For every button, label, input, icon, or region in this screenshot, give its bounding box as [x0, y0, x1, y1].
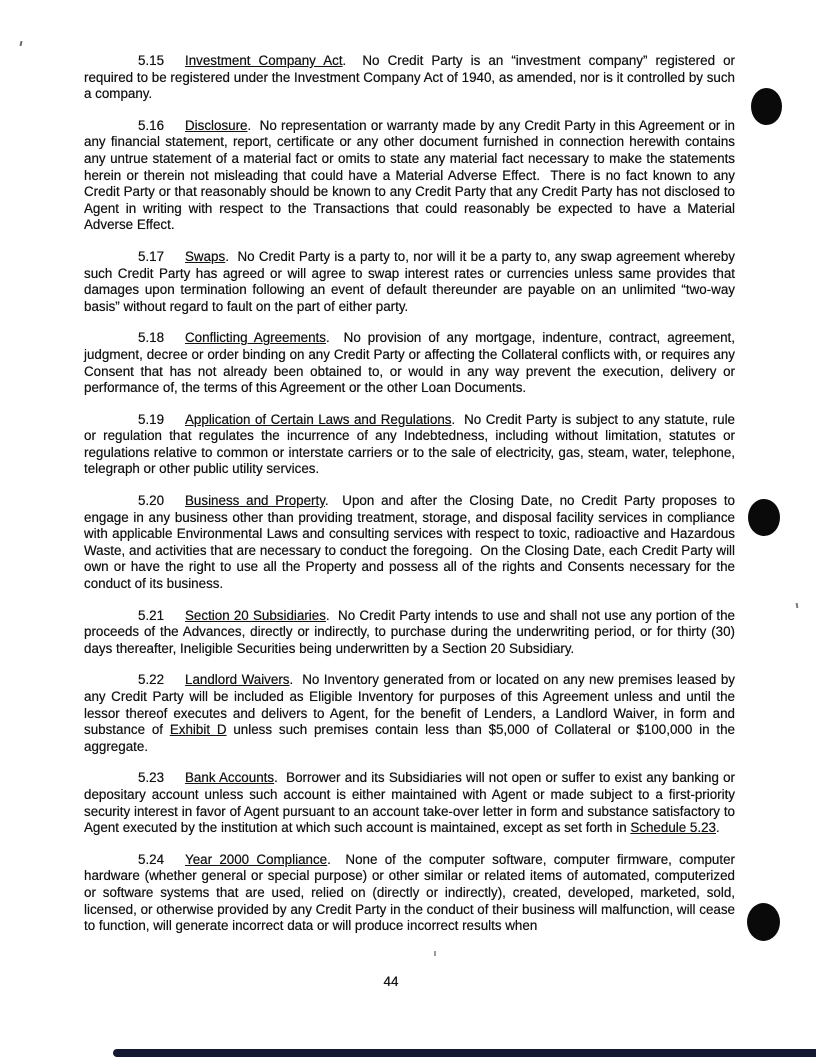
section-heading: Conflicting Agreements [185, 330, 326, 346]
section-heading: Investment Company Act [185, 53, 343, 68]
section-heading: Bank Accounts [185, 770, 275, 786]
section-text-run: . Upon and after the Closing Date, no Credit Party proposes to engage in any business other than providing treatment, storage, and disposal facility services in compliance with applicable Environmental Laws and consulting services with respect to toxic, radioactive and Hazardous Waste, and activities that are necessary to conduct the foregoing. On the Closing Date, each Credit Party will own or have the right to use all the Property and possess all of the rights and Consents necessary for the conduct of its business. [84, 493, 735, 592]
document-section [84, 412, 735, 478]
section-number: 5.23 [138, 770, 165, 786]
section-text-run: . No provision of any mortgage, indenture, contract, agreement, judgment, decree or order binding on any Credit Party or affecting the Collateral conflicts with, or requires any Consent that has not already been obtained to, or would in any way prevent the execution, delivery or performance of, the terms of this Agreement or the other Loan Documents. [84, 330, 735, 396]
section-number: 5.17 [138, 248, 165, 264]
document-section [84, 672, 735, 755]
section-number: 5.21 [138, 607, 165, 623]
section-number: 5.24 [138, 851, 165, 867]
hole-punch-dot [751, 88, 782, 125]
section-heading: Year 2000 Compliance [185, 851, 328, 867]
section-text [84, 118, 735, 233]
document-section [84, 330, 735, 396]
section-number: 5.16 [138, 117, 165, 133]
section-heading: Disclosure [185, 117, 248, 133]
section-heading: Landlord Waivers [185, 672, 290, 688]
section-number: 5.18 [138, 330, 165, 346]
document-body [84, 53, 735, 950]
document-section [84, 770, 735, 836]
scan-edge-bar [113, 1049, 816, 1057]
page-number: 44 [383, 974, 399, 989]
section-heading: Application of Certain Laws and Regulations [185, 411, 452, 427]
scan-speck [796, 603, 799, 608]
document-section [84, 608, 735, 658]
section-text-run: . Borrower and its Subsidiaries will not open or suffer to exist any banking or depositary account unless such account is either maintained with Agent or made subject to a first-priority security interest in favor of Agent pursuant to an account take-over letter in form and substance satisfactory to Agent executed by the institution at which such account is maintained, except as set forth in [84, 770, 735, 836]
document-section [84, 493, 735, 593]
section-text-run: . No Credit Party intends to use and shall not use any portion of the proceeds of the Advances, directly or indirectly, to purchase during the underwriting period, or for thirty (30) days thereafter, Ineligible Securities being underwritten by a Section 20 Subsidiary. [84, 607, 735, 656]
section-text-run: . No Credit Party is an “investment company” registered or required to be registered under the Investment Company Act of 1940, as amended, nor is it controlled by such a company. [84, 53, 735, 102]
document-section [84, 852, 735, 935]
section-number: 5.22 [138, 672, 165, 688]
section-number: 5.20 [138, 493, 165, 509]
hole-punch-dot [748, 499, 780, 536]
document-section [84, 249, 735, 315]
section-heading: Swaps [185, 248, 226, 264]
scan-speck [20, 41, 23, 46]
section-text-run: . No representation or warranty made by any Credit Party in this Agreement or in any financial statement, report, certificate or any other document furnished in connection herewith contains any untrue statement of a material fact or omits to state any material fact necessary to make the statements herein or therein not misleading that could have a Material Adverse Effect. There is no fact known to any Credit Party or that reasonably should be known to any Credit Party that any Credit Party has not disclosed to Agent in writing with respect to the Transactions that could reasonably be expected to have a Material Adverse Effect. [84, 117, 735, 233]
section-number: 5.15 [138, 53, 165, 68]
cross-reference: Schedule 5.23 [630, 820, 716, 836]
section-heading: Business and Property [185, 493, 325, 509]
section-text-run: . None of the computer software, computer firmware, computer hardware (whether general or special purpose) or other similar or related items of automated, computerized or software systems that are used, relied on (directly or indirectly), created, developed, marketed, sold, licensed, or otherwise provided by any Credit Party in the conduct of their business will malfunction, will cease to function, will generate incorrect data or will produce incorrect results when [84, 851, 735, 934]
scan-speck [434, 951, 436, 956]
hole-punch-dot [747, 903, 780, 941]
section-text-run: . No Inventory generated from or located on any new premises leased by any Credit Party will be included as Eligible Inventory for purposes of this Agreement unless and until the lessor thereof executes and delivers to Agent, for the benefit of Lenders, a Landlord Waiver, in form and substance of [84, 672, 735, 738]
document-section [84, 118, 735, 234]
section-text-run: . No Credit Party is subject to any statute, rule or regulation that regulates the incurrence of any Indebtedness, including without limitation, statutes or regulations relative to common or interstate carriers or to the sale of electricity, gas, steam, water, telephone, telegraph or other public utility services. [84, 411, 735, 477]
section-number: 5.19 [138, 411, 165, 427]
section-heading: Section 20 Subsidiaries [185, 607, 326, 623]
document-section [84, 53, 735, 103]
section-text-run: unless such premises contain less than $5,000 of Collateral or $100,000 in the aggregate. [84, 722, 735, 754]
cross-reference: Exhibit D [169, 722, 227, 738]
section-text-run: . No Credit Party is a party to, nor will it be a party to, any swap agreement whereby such Credit Party has agreed or will agree to swap interest rates or currencies unless same provides that damages upon termination following an event of default thereunder are payable on an unlimited “two-way basis” without regard to fault on the part of either party. [84, 248, 735, 314]
section-text-run: . [715, 820, 720, 836]
